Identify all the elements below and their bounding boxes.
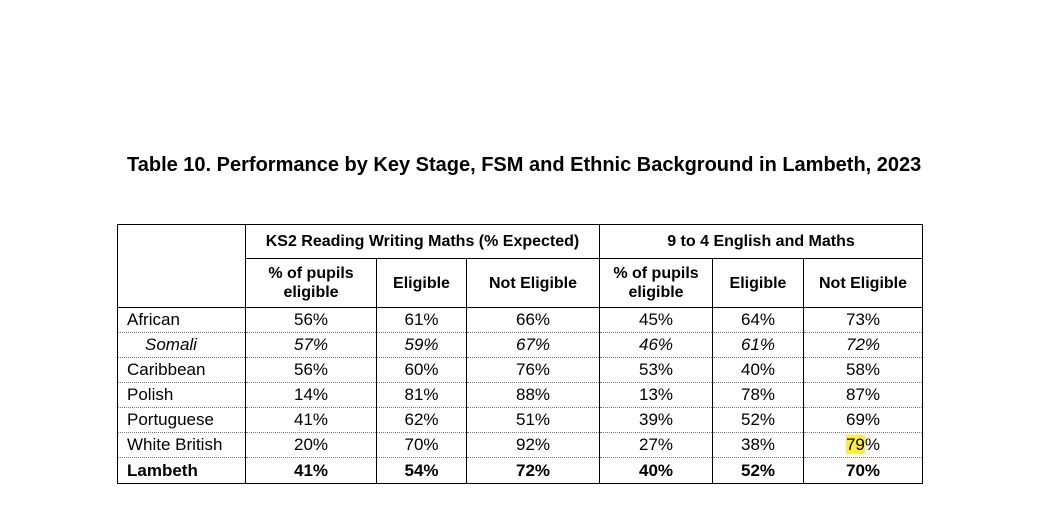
value-cell: 38% <box>713 433 804 458</box>
corner-cell <box>118 225 246 308</box>
ethnicity-cell: Portuguese <box>118 408 246 433</box>
value-cell: 52% <box>713 458 804 484</box>
value-cell: 67% <box>467 333 600 358</box>
value-cell: 64% <box>713 308 804 333</box>
value-cell: 60% <box>377 358 467 383</box>
group-header-gcse: 9 to 4 English and Maths <box>600 225 923 259</box>
value-cell: 45% <box>600 308 713 333</box>
value-cell: 73% <box>804 308 923 333</box>
ethnicity-cell: Lambeth <box>118 458 246 484</box>
performance-table <box>117 224 923 484</box>
value-cell: 87% <box>804 383 923 408</box>
value-cell: 54% <box>377 458 467 484</box>
value-cell: 41% <box>246 408 377 433</box>
value-cell: 62% <box>377 408 467 433</box>
highlighted-value-cell <box>804 433 923 458</box>
value-cell: 39% <box>600 408 713 433</box>
value-cell: 66% <box>467 308 600 333</box>
table-row-african <box>118 308 923 333</box>
value-cell: 40% <box>600 458 713 484</box>
ethnicity-cell: Caribbean <box>118 358 246 383</box>
col-header-gcse-not-eligible: Not Eligible <box>804 259 923 308</box>
value-cell: 72% <box>804 333 923 358</box>
value-cell: 14% <box>246 383 377 408</box>
value-cell: 27% <box>600 433 713 458</box>
value-cell: 57% <box>246 333 377 358</box>
value-cell: 59% <box>377 333 467 358</box>
col-header-ks2-eligible: Eligible <box>377 259 467 308</box>
table-row-polish <box>118 383 923 408</box>
value-cell: 58% <box>804 358 923 383</box>
value-cell: 56% <box>246 308 377 333</box>
ethnicity-cell: African <box>118 308 246 333</box>
ethnicity-cell: White British <box>118 433 246 458</box>
value-cell: 51% <box>467 408 600 433</box>
percent-suffix: % <box>864 435 881 454</box>
ethnicity-cell: Somali <box>118 333 246 358</box>
value-cell: 92% <box>467 433 600 458</box>
value-cell: 61% <box>377 308 467 333</box>
table-row-lambeth-total <box>118 458 923 484</box>
table-row-portuguese <box>118 408 923 433</box>
value-cell: 46% <box>600 333 713 358</box>
col-header-ks2-not-eligible: Not Eligible <box>467 259 600 308</box>
value-cell: 78% <box>713 383 804 408</box>
value-cell: 70% <box>804 458 923 484</box>
value-cell: 13% <box>600 383 713 408</box>
value-cell: 41% <box>246 458 377 484</box>
highlight-mark: 79 <box>845 435 865 454</box>
value-cell: 20% <box>246 433 377 458</box>
value-cell: 88% <box>467 383 600 408</box>
value-cell: 69% <box>804 408 923 433</box>
table-title: Table 10. Performance by Key Stage, FSM and Ethnic Background in Lambeth, 2023 <box>127 154 922 176</box>
value-cell: 81% <box>377 383 467 408</box>
col-header-ks2-pct-eligible: % of pupils eligible <box>246 259 377 308</box>
value-cell: 56% <box>246 358 377 383</box>
value-cell: 76% <box>467 358 600 383</box>
col-header-gcse-pct-eligible: % of pupils eligible <box>600 259 713 308</box>
group-header-ks2: KS2 Reading Writing Maths (% Expected) <box>246 225 600 259</box>
col-header-gcse-eligible: Eligible <box>713 259 804 308</box>
table-row-white-british <box>118 433 923 458</box>
value-cell: 40% <box>713 358 804 383</box>
value-cell: 70% <box>377 433 467 458</box>
value-cell: 61% <box>713 333 804 358</box>
table-row-caribbean <box>118 358 923 383</box>
table-row-somali <box>118 333 923 358</box>
ethnicity-cell: Polish <box>118 383 246 408</box>
value-cell: 72% <box>467 458 600 484</box>
value-cell: 53% <box>600 358 713 383</box>
value-cell: 52% <box>713 408 804 433</box>
